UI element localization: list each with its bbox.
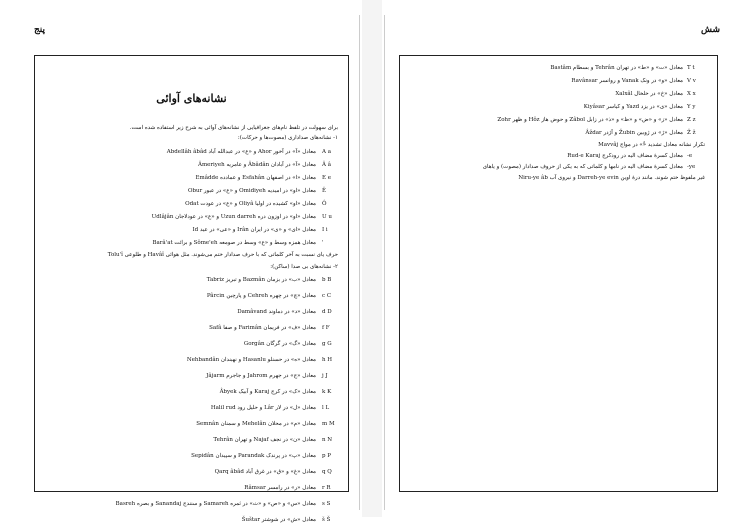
symbol-description: معادل «آ» در آبادان Âbâdân و عامریه Âmeriyeh: [197, 162, 316, 168]
list-item: [395, 116, 705, 125]
page-number: پنج: [34, 25, 46, 35]
phonetic-symbol: l L: [322, 405, 330, 411]
phonetic-symbol: s S: [322, 501, 331, 507]
symbol-description: معادل «و» در ونک Vanak و روانسر Ravânsar: [571, 78, 683, 84]
list-item: [28, 372, 340, 381]
list-item: [28, 161, 340, 170]
list-item: [28, 500, 340, 509]
page-number: شش: [700, 25, 720, 35]
phonetic-symbol: n N: [322, 437, 333, 443]
symbol-description: معادل «ا» در اصفهان Esfahân و عمادده Emâdde: [195, 175, 316, 181]
symbol-description: معادل «چ» در چهره Cehreh و پارچین Pârcin: [206, 293, 316, 299]
vowels-note: حرف یای نسبت به آخر کلماتی که با حرف صدادار ختم می‌شوند. مثل هوائی Havâî و طلوعی Tolu'î: [107, 252, 338, 258]
symbol-description: معادل «ج» در جهرم Jahrom و جاجرم Jâjarm: [206, 373, 316, 379]
list-item: [28, 292, 340, 301]
phonetic-symbol: ': [322, 240, 324, 246]
symbol-description: معادل «آ» در آخور Ahor و «ع» در عبدالله آباد Abdellâh âbâd: [166, 149, 316, 155]
symbol-description: معادل «غ» و «ق» در غرق آباد Qarq âbâd: [214, 469, 316, 475]
vowels-heading: ۱- نشانه‌های صداداری (مصوت‌ها و حرکات):: [237, 135, 338, 141]
symbol-description: معادل «م» در محلان Mehelân و سمنان Semnân: [196, 421, 316, 427]
phonetic-symbol: -e: [687, 153, 693, 159]
symbol-description: معادل «گ» در گرگان Gorgân: [243, 341, 316, 347]
list-item: [28, 356, 340, 365]
list-item: [28, 420, 340, 429]
list-item: [28, 340, 340, 349]
phonetic-symbol: b B: [322, 277, 332, 283]
list-item: [28, 148, 340, 157]
phonetic-symbol: p P: [322, 453, 331, 459]
list-item: [395, 163, 705, 172]
phonetic-symbol: U u: [322, 214, 332, 220]
symbol-description: معادل همزه وسط و «ع» وسط در صومعه Sôme'eh و برائت Barâ'at: [152, 240, 316, 246]
list-item: [28, 187, 340, 196]
list-item: [28, 516, 340, 525]
list-item: [28, 174, 340, 183]
symbol-description: معادل «ژ» در ژوبین Žubin و آژدر Âždar: [585, 130, 683, 136]
phonetic-symbol: c C: [322, 293, 332, 299]
list-item: [28, 484, 340, 493]
symbol-description: معادل «او» در اوزون دره Uzun darreh و «ع» در عودلاجان Udlâjân: [151, 214, 316, 220]
page-frame: [34, 55, 349, 523]
left-page: [22, 15, 360, 523]
symbol-description: معادل «ه» در حسنلو Hasanlu و نهبندان Nehbandân: [186, 357, 316, 363]
symbol-description: معادل «ل» در لار Lâr و حلیل رود Halil rud: [210, 405, 316, 411]
phonetic-symbol: k K: [322, 389, 332, 395]
list-item: [28, 213, 340, 222]
list-item: [28, 468, 340, 477]
list-item: [395, 64, 705, 73]
list-item: [28, 200, 340, 209]
ezafe-note: غیر ملفوظ ختم شوند. مانند درهٔ اوین Darreh-ye evin و نیروی آب Niru-ye âb: [518, 175, 705, 181]
symbol-description: معادل «پ» در پرندک Parandak و سپیدان Sepidân: [191, 453, 316, 459]
symbol-description: معادل «او» کشیده در اولیا Oliyâ و «ع» در عودت Odat: [185, 201, 316, 207]
symbol-description: معادل «ف» در فریمان Farimân و صفا Safâ: [209, 325, 316, 331]
symbol-description: معادل «او» در امیدیه Omidiyeh و «ع» در عبور Obur: [187, 188, 316, 194]
phonetic-symbol: q Q: [322, 469, 332, 475]
symbol-description: معادل «ز» و «ض» و «ظ» و «ذ» در زابل Zâbol و حوض هاز Hôz و ظهر Zohr: [497, 117, 683, 123]
symbol-description: معادل «ش» در شوشتر Šuštar: [241, 517, 316, 523]
list-item: [395, 103, 705, 112]
intro-text: برای سهولت در تلفظ نام‌های جغرافیایی از نشانه‌های آوائی به شرح زیر استفاده شده است.: [129, 125, 338, 131]
phonetic-symbol: X x: [687, 91, 696, 97]
symbol-description: معادل کسرهٔ مضاف الیه در رودکرج Rud-e Karaj: [567, 153, 683, 159]
symbol-description: معادل «ب» در بزمان Bazmân و تبریز Tabriz: [206, 277, 316, 283]
book-gutter: [362, 0, 382, 517]
symbol-description: معادل «س» و «ص» و «ث» در ثمره Samareh و سنندج Sanandaj و بصره Basreh: [115, 501, 316, 507]
phonetic-symbol: E e: [322, 175, 332, 181]
phonetic-symbol: d D: [322, 309, 332, 315]
phonetic-symbol: š Š: [322, 517, 331, 523]
list-item: [28, 404, 340, 413]
list-item: [395, 152, 705, 161]
consonants-heading: ۲- نشانه‌های بی صدا (ساکن):: [270, 264, 338, 270]
phonetic-symbol: Ô: [322, 201, 327, 207]
phonetic-symbol: Y y: [687, 104, 696, 110]
symbol-description: معادل «خ» در خلخال Xalxâl: [615, 91, 683, 97]
phonetic-symbol: T t: [687, 65, 695, 71]
symbol-description: معادل «ن» در نجف Najaf و تهران Tehrân: [213, 437, 316, 443]
phonetic-symbol: Ž ž: [687, 130, 696, 136]
phonetic-symbol: I i: [322, 227, 328, 233]
symbol-description: معادل «ی» در یزد Yazd و کیاسر Kiyâsar: [583, 104, 683, 110]
list-item: [28, 239, 340, 248]
tashdid-note: تکرار نشانه معادل تشدید «ّ» در مواج Mavvâj: [598, 142, 705, 148]
phonetic-symbol: -ye: [687, 164, 696, 170]
list-item: [28, 276, 340, 285]
phonetic-symbol: j J: [322, 373, 328, 379]
list-item: [28, 452, 340, 461]
list-item: [28, 388, 340, 397]
page-frame: [399, 55, 718, 492]
list-item: [395, 90, 705, 99]
phonetic-symbol: f F: [322, 325, 330, 331]
phonetic-symbol: h H: [322, 357, 333, 363]
phonetic-symbol: Ê: [322, 188, 327, 194]
symbol-description: معادل کسرهٔ مضاف الیه در نامها و کلماتی که به یکی از حروف صدادار (مصوت) و یاهای: [482, 164, 683, 170]
list-item: [28, 226, 340, 235]
phonetic-symbol: Â â: [322, 162, 331, 168]
phonetic-symbol: g G: [322, 341, 332, 347]
right-page: [384, 15, 732, 510]
symbol-description: معادل «ای» و «ی» در ایران Irân و «عی» در عید Id: [192, 227, 316, 233]
symbol-description: معادل «ک» در کرج Karaj و آبیک Âbyek: [219, 389, 316, 395]
list-item: [28, 324, 340, 333]
symbol-description: معادل «ر» در رامسر Râmsar: [244, 485, 316, 491]
page-title: نشانه‌های آوائی: [156, 92, 227, 105]
symbol-description: معادل «ت» و «ط» در تهران Tehrân و بسطام Bastâm: [550, 65, 683, 71]
phonetic-symbol: V v: [687, 78, 696, 84]
phonetic-symbol: r R: [322, 485, 331, 491]
symbol-description: معادل «د» در دماوند Damâvand: [237, 309, 316, 315]
list-item: [28, 308, 340, 317]
list-item: [395, 129, 705, 138]
list-item: [395, 77, 705, 86]
phonetic-symbol: m M: [322, 421, 335, 427]
phonetic-symbol: Z z: [687, 117, 696, 123]
phonetic-symbol: A a: [322, 149, 331, 155]
list-item: [28, 436, 340, 445]
